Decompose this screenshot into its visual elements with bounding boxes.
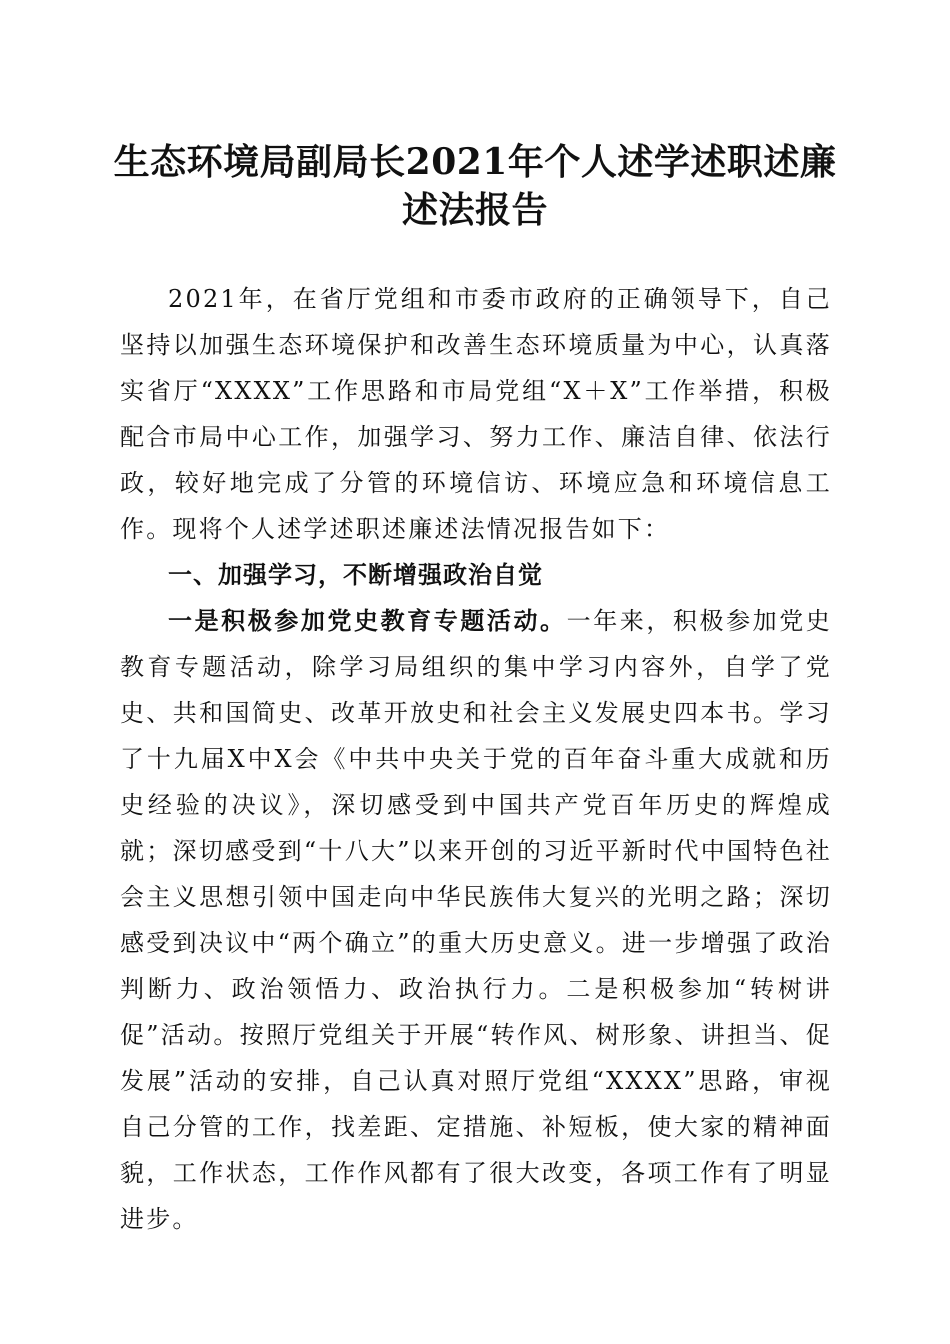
document-body — [120, 276, 832, 1242]
intro-paragraph: 2021年，在省厅党组和市委市政府的正确领导下，自己坚持以加强生态环境保护和改善生态环境质量为中心，认真落实省厅“XXXX”工作思路和市局党组“X＋X”工作举措，积极配合市局中心工作，加强学习、努力工作、廉洁自律、依法行政，较好地完成了分管的环境信访、环境应急和环境信息工作。现将个人述学述职述廉述法情况报告如下： — [120, 285, 832, 543]
title-line-1: 生态环境局副局长2021年个人述学述职述廉 — [113, 141, 837, 183]
section-1-paragraph — [120, 598, 832, 1242]
section-1-heading: 一、加强学习，不断增强政治自觉 — [168, 561, 543, 589]
document-title — [100, 138, 850, 234]
section-1-lead: 一是积极参加党史教育专题活动。 — [168, 606, 567, 635]
title-line-2: 述法报告 — [401, 189, 548, 231]
section-1-text: 一年来，积极参加党史教育专题活动，除学习局组织的集中学习内容外，自学了党史、共和国简史、改革开放史和社会主义发展史四本书。学习了十九届X中X会《中共中央关于党的百年奋斗重大成就和历史经验的决议》，深切感受到中国共产党百年历史的辉煌成就；深切感受到“十八大”以来开创的习近平新时代中国特色社会主义思想引领中国走向中华民族伟大复兴的光明之路；深切感受到决议中“两个确立”的重大历史意义。进一步增强了政治判断力、政治领悟力、政治执行力。二是积极参加“转树讲促”活动。按照厅党组关于开展“转作风、树形象、讲担当、促发展”活动的安排，自己认真对照厅党组“XXXX”思路，审视自己分管的工作，找差距、定措施、补短板，使大家的精神面貌，工作状态，工作作风都有了很大改变，各项工作有了明显进步。 — [120, 607, 832, 1233]
